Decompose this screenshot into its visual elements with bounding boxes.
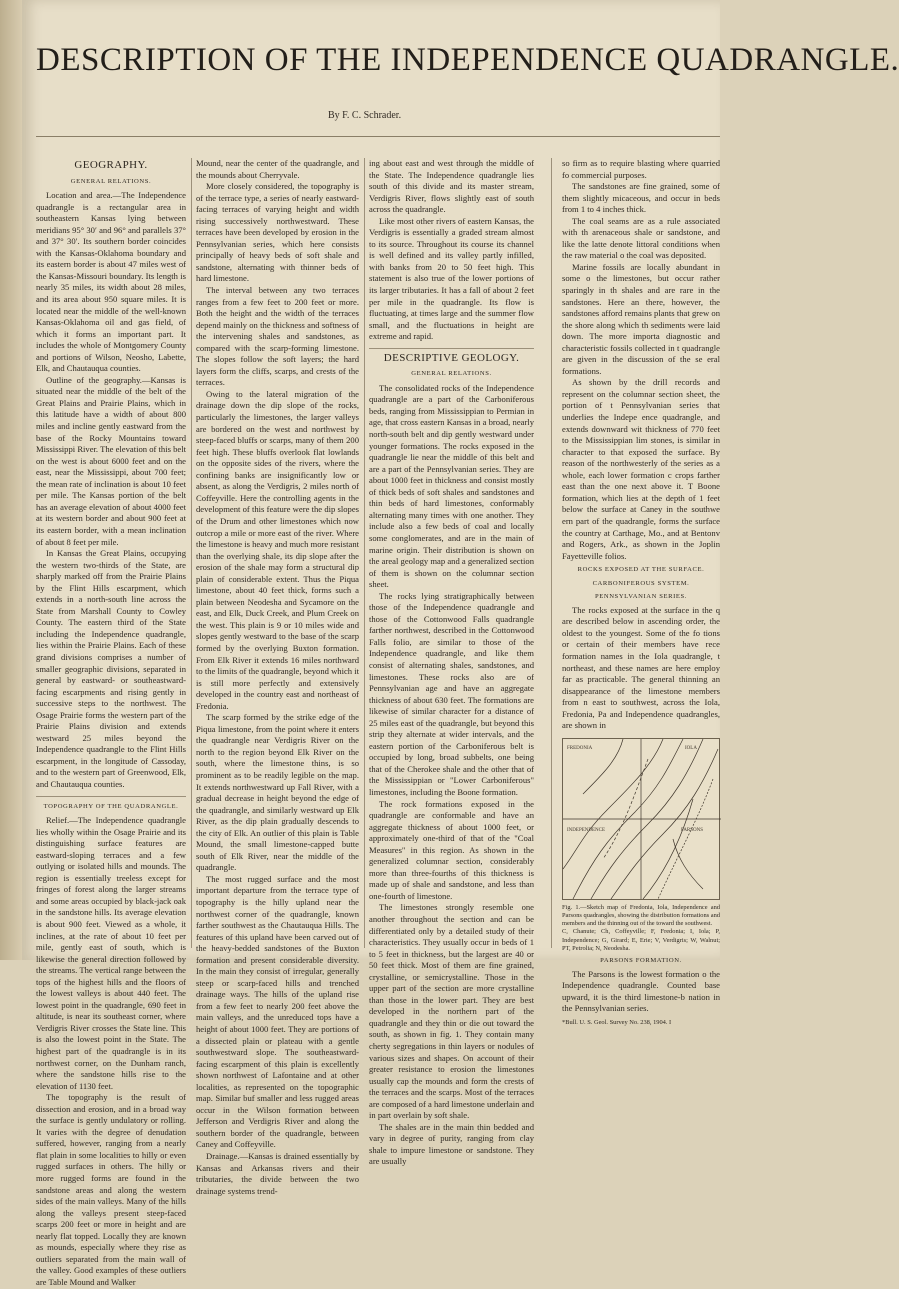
paragraph: Location and area.—The Independence quadrangle is a rectangular area in southeastern Kansas lying between meridians 95° 30′ and 96° and parallels 37° and 37° 30′. Its southern border coincides with the Kansas-Oklahoma boundary and its eastern border is about 47 miles west of the Kansas-Missouri boundary. Its length is nearly 35 miles, its width about 28 miles, and its area about 950 square miles. It is located near the middle of the well-known Kansas-Oklahoma oil and gas field, of which it forms an important part. It includes the whole of Montgomery County and portions of Wilson, Neosho, Labette, Elk, and Chautauqua counties. — [36, 190, 186, 374]
subsection-heading: GENERAL RELATIONS. — [70, 177, 152, 185]
paragraph: The topography is the result of dissection and erosion, and in a broad way the surface is gently undulatory or rolling. It varies with the degree of denudation suffered, however, ranging from a nearly flat plain in some localities to hilly or even rugged surfaces in others. The hilly or more rugged forms are found in the sandstone areas and along the western sides of the main valleys. Many of the hills along the valleys present steep-faced scarps 200 feet or more in height and are nearly flat topped. Locally they are known as mounds, especially where they rise as outliers separated from the main wall of the valley. Good examples of these outliers are Table Mound and Walker — [36, 1092, 186, 1287]
title-rule — [36, 136, 720, 137]
binding-edge — [0, 0, 22, 960]
paragraph: so firm as to require blasting where quarried fo commercial purposes. — [562, 158, 720, 180]
subsection-heading-pennsylvanian: PENNSYLVANIAN SERIES. — [594, 593, 688, 601]
paragraph: The interval between any two terraces ranges from a few feet to 200 feet or more. Both the height and the width of the terraces depend mainly on the thickness and softness of the intervening shales and sandstones, as compared with the scarp-forming limestone. The slopes follow the soft layers; the hard layers form the cliffs, scarps, and crests of the terraces. — [196, 285, 359, 388]
figure-caption-key: C, Chanute; Ch, Coffeyville; F, Fredonia; I, Iola; P, Independence; G, Girard; E, Erie; V, Verdigris; W, Walnut; PT, Petrolia; N, Neodesha. — [562, 928, 720, 952]
author-byline: By F. C. Schrader. — [328, 110, 402, 121]
map-label: PARSONS — [681, 827, 704, 833]
footnote: *Bull. U. S. Geol. Survey No. 238, 1904. I — [562, 1018, 672, 1026]
paragraph: More closely considered, the topography is of the terrace type, a series of nearly eastward-facing terraces of varying height and width rising successively northwestward. These terraces have been developed by erosion in the Pennsylvanian series, which here consists principally of heavy beds of soft shale and sandstone, alternating with thinner beds of hard limestone. — [196, 181, 359, 284]
subsection-heading-parsons: PARSONS FORMATION. — [600, 957, 682, 965]
paragraph: As shown by the drill records and represent on the columnar section sheet, the portion of t Pennsylvanian series that underlies the Indepe ence quadrangle, and extends downward wit thickness of 770 feet to the Mississippian lim stones, is similar in character to that exposed the surface. By reason of the northwesterly of the series as a whole, each lower formation c crops farther east than the one next above it. T Boone formation, which lies at the depth of 1 feet below the surface at Caney in the southwe ern part of the quadrangle, forms the surface the country at Carthage, Mo., and at Bentonv and Rogers, Ark., as shown in the Joplin Fayetteville folios. — [562, 377, 720, 561]
figure-caption: Fig. 1.—Sketch map of Fredonia, Iola, Independence and Parsons quadrangles, showing the distribution formations and members and the thinning out of the toward the southwest. — [562, 903, 720, 928]
map-label: INDEPENDENCE — [567, 827, 606, 833]
text-column-4 — [562, 158, 720, 1026]
text-column-2 — [196, 158, 360, 1196]
paragraph: Like most other rivers of eastern Kansas, the Verdigris is essentially a graded stream almost to its source. Throughout its course its channel is well defined and its valley partly infilled, with banks from 20 to 50 feet high. This statement is also true of the lower portions of its larger tributaries. It has a fall of about 2 feet per mile in the quadrangle. Its flow is fluctuating, at times large and the summer flow small, and the fluctuations in height are extreme and rapid. — [369, 215, 534, 342]
paragraph: The consolidated rocks of the Independence quadrangle are a part of the Carboniferous beds, ranging from Mississippian to Permian in age, that cross eastern Kansas in a broad, nearly north-south belt and dip gently westward under younger formations. The rocks exposed in the quadrangle lie near the middle of this belt and are a part of the Pennsylvanian series. They are about 1000 feet in thickness and consist mostly of thick beds of soft shales and sandstones and thin beds of hard limestones, conformably alternating many times with one another. They include also a few beds of coal and locally some conglomerates, and are in the main of marine origin. Their distribution is shown on the areal geology map and a generalized section of them is shown on the columnar section sheet. — [369, 382, 534, 590]
paragraph: The rocks exposed at the surface in the q are described below in ascending order, the oldest to the youngest. Some of the fo tions or certain of their members have rece formation names in the Iola quadrangle, t northeast, and these names are here employ far as practicable. The general thinning an disappearance of the limestone members from n east to southwest, across the Iola, Fredonia, Pa and Independence quadrangles, are shown in — [562, 604, 720, 731]
paragraph: Outline of the geography.—Kansas is situated near the middle of the belt of the Great Plains and Prairie Plains, which in this latitude have a width of about 800 miles and incline gently eastward from the base of the Rocky Mountains toward Mississippi River. The elevation of this belt on the west is about 6000 feet and on the east, near the Mississippi, about 700 feet; the mean rate of inclination is about 10 feet per mile. The Kansas portion of the belt has an average elevation of about 4000 feet at its western border and about 900 feet at its eastern border, with a mean inclination of about 8 feet per mile. — [36, 374, 186, 547]
section-separator — [36, 796, 186, 797]
subsection-heading-carboniferous: CARBONIFEROUS SYSTEM. — [592, 579, 690, 587]
paragraph: The sandstones are fine grained, some of them slightly micaceous, and occur in beds from 1 to 4 inches thick. — [562, 181, 720, 215]
paragraph: The rock formations exposed in the quadrangle are conformable and have an aggregate thickness of about 1000 feet, or approximately one-third of that of the "Coal Measures" in this region. As shown in the generalized columnar section, considerably more than three-fourths of this thickness is made up of shale and sandstone, and less than one-fourth of limestone. — [369, 798, 534, 901]
subsection-heading-rocks-exposed: ROCKS EXPOSED AT THE SURFACE. — [577, 566, 705, 574]
map-label: IOLA — [685, 745, 697, 751]
column-divider — [364, 158, 365, 948]
paragraph: Mound, near the center of the quadrangle, and the mounds about Cherryvale. — [196, 158, 359, 180]
paragraph: The most rugged surface and the most important departure from the terrace type of topography is the hilly upland near the northwest corner of the quadrangle, known farther southwest as the Chautauqua Hills. The features of this upland have been carved out of the heavy-bedded sandstones of the Buxton formation and present considerable diversity. In the main they consist of irregular, generally steep or scarp-faced hills and trenched drainage ways. The hills of the upland rise from a few feet to nearly 200 feet above the main valleys, and the unreduced tops have a height of about 1000 feet. They are portions of a dissected plain or plateau with a gentle southwestward slope. The southeastward-facing escarpment of this plain is excellently shown northwest of Lafontaine and at other localities, as represented on the topographic map. Similar buf smaller and less rugged areas occur in the Wilson formation between Jefferson and Verdigris River and along the southern border of the quadrangle, between Caney and Coffeyville. — [196, 873, 359, 1150]
section-heading-geography: GEOGRAPHY. — [74, 159, 148, 171]
paragraph: Marine fossils are locally abundant in some o the limestones, but occur rather sparingly in th shales and are rare in the sandstones. Here an there, however, the sandstones afford remains plants that grew on the shore along which th sediments were laid down. The more importa diagnostic and characteristic fossils collected in t quadrangle are given in the discussion of the se eral formations. — [562, 261, 720, 376]
paragraph: Drainage.—Kansas is drained essentially by Kansas and Arkansas rivers and their tributaries, the divide between the two drainage systems trend- — [196, 1151, 359, 1196]
paragraph: The Parsons is the lowest formation o the Independence quadrangle. Counted base upward, it is the third limestone-b nation in the Pennsylvanian series. — [562, 968, 720, 1014]
column-divider — [551, 158, 552, 948]
paragraph: Relief.—The Independence quadrangle lies wholly within the Osage Prairie and its distinguishing surface features are eastward-sloping terraces and a few outlying or isolated hills and mounds. The region is essentially treeless except for fringes of forest along the larger streams and some areas occupied by black-jack oak in the sandstone hills. Its average elevation is about 900 feet. Viewed as a whole, it inclines, at the rate of about 10 feet per mile, gently east of south, which is likewise the general direction followed by the streams. The vertical range between the tops of the highest hills and the floors of the lowest valleys is about 440 feet. The lowest point in the quadrangle, 690 feet in altitude, is near its southeast corner, where Verdigris River crosses the State line. This is also the lowest point in the State. The highest part of the quadrangle is in its northwest corner, on the Dunham ranch, where the sandstone hills rise to the elevation of 1130 feet. — [36, 815, 186, 1091]
paragraph: The limestones strongly resemble one another throughout the section and can be differentiated only by a detailed study of their characteristics. They usually occur in beds of 1 to 5 feet in thickness, but the largest are 40 or 50 feet thick. Most of them are fine grained, crystalline, or semicrystalline. Those in the upper part of the section are more crystalline than those in the lower part. They are best developed in the northern part of the quadrangle and they thin or die out toward the south, as shown in fig. 1. They contain many cherty segregations in thin layers or nodules of various sizes and shapes. On account of their greater resistance to erosion the limestones usually cap the mounds and form the crests of the terraces and the scarps. Most of the terraces are composed of a hard limestone underlain and in part overlain by soft shale. — [369, 902, 534, 1121]
column-divider — [191, 158, 192, 948]
subsection-heading: GENERAL RELATIONS. — [411, 370, 492, 378]
paragraph: The rocks lying stratigraphically between those of the Independence quadrangle and those of the Cottonwood Falls quadrangle farther northwest, described in the Cottonwood Falls folio, are similar to those of the Independence quadrangle, and like them consist of alternating shales, sandstones, and limestones. These rocks also are of Pennsylvanian age and have an aggregate thickness of about 630 feet. The formations are likewise of similar character for a distance of 25 miles east of the quadrangle, but beyond this strip they alternate at wider intervals, and the eastern portion of the Carboniferous belt is occupied by long, broad subbelts, one being that of the Cherokee shale and the other that of the Mississippian or "Lower Carboniferous" limestones, including the Boone formation. — [369, 590, 534, 797]
section-heading-descriptive-geology: DESCRIPTIVE GEOLOGY. — [383, 351, 520, 364]
paragraph: In Kansas the Great Plains, occupying the western two-thirds of the State, are sharply marked off from the Prairie Plains by the Flint Hills escarpment, which extends in a north-south line across the State from Marshall County to Cowley County. The eastern third of the State including the Independence quadrangle, lies within the Prairie Plains. Each of these grand divisions comprises a number of smaller geographic divisions, separated in general by eastward- or southeastward-facing escarpments and rising gently in successive steps to the northwest. The Osage Prairie forms the western part of the Prairie Plains division and extends westward 25 miles beyond the Independence quadrangle to the Flint Hills escarpment, in the longitude of Cassoday, and to the western part of Greenwood, Elk, and Chautauqua counties. — [36, 548, 186, 789]
paragraph: ing about east and west through the middle of the State. The Independence quadrangle lies south of this divide and its master stream, Verdigris River, flows slightly east of south across the quadrangle. — [369, 158, 534, 215]
paragraph: The shales are in the main thin bedded and vary in degree of purity, ranging from clay shale to impure limestone or sandstone. They are usually — [369, 1121, 534, 1167]
document-title: DESCRIPTION OF THE INDEPENDENCE QUADRANGLE. — [36, 42, 899, 78]
paragraph: The coal seams are as a rule associated with th arenaceous shale or sandstone, and like the latte denote littoral conditions when the raw material o the coal was deposited. — [562, 215, 720, 261]
paragraph: The scarp formed by the strike edge of the Piqua limestone, from the point where it enters the quadrangle near Verdigris River on the north to the region beyond Elk River on the south, where the limestone thins, is so prominent as to be readily legible on the map. It extends northwestward up Fall River, with a gradual decrease in height beyond the edge of the quadrangle, and similarly westward up Elk River, as the dip plain gradually descends to the city of Elk. An outlier of this plain is Table Mound, the small limestone-capped butte south of Elk River, near the middle of the quadrangle. — [196, 712, 359, 873]
sketch-map-drawing — [563, 739, 721, 899]
subsection-heading-topography: TOPOGRAPHY OF THE QUADRANGLE. — [43, 802, 179, 810]
text-column-3 — [369, 158, 534, 1167]
paragraph: Owing to the lateral migration of the drainage down the dip slope of the rocks, particularly the limestones, the larger valleys are bordered on the west and northwest by steep-faced bluffs or scarps, many of them 200 feet high. These bluffs overlook flat lowlands on the opposite sides of the rivers, where the confining banks are insignificantly low or absent, as along the Verdigris, 2 miles north of Coffeyville. Here the controlling agents in the development of this feature were the dip slopes of the Drum and other limestones which now outcrop a mile or more east of the river. Where the limestone is heavy and much more resistant than the overlying shale, its dip slope after the erosion of the shale may form a structural dip plain of considerable extent. Thus the Piqua limestone, about 40 feet thick, forms such a plain between Neodesha and Sycamore on the east, and Elk, Duck Creek, and Plum Creek on the west. This plain is 9 or 10 miles wide and slopes gently westward to the base of the scarp formed by the overlying Buxton formation. From Elk River it extends 16 miles northward to the limits of the quadrangle, beyond which it is still more perfectly and extensively developed in the country east and northeast of Fredonia. — [196, 388, 360, 711]
map-label: FREDONIA — [567, 745, 593, 751]
section-separator — [369, 348, 534, 349]
text-column-1 — [36, 158, 186, 1287]
sketch-map-figure — [562, 738, 720, 900]
